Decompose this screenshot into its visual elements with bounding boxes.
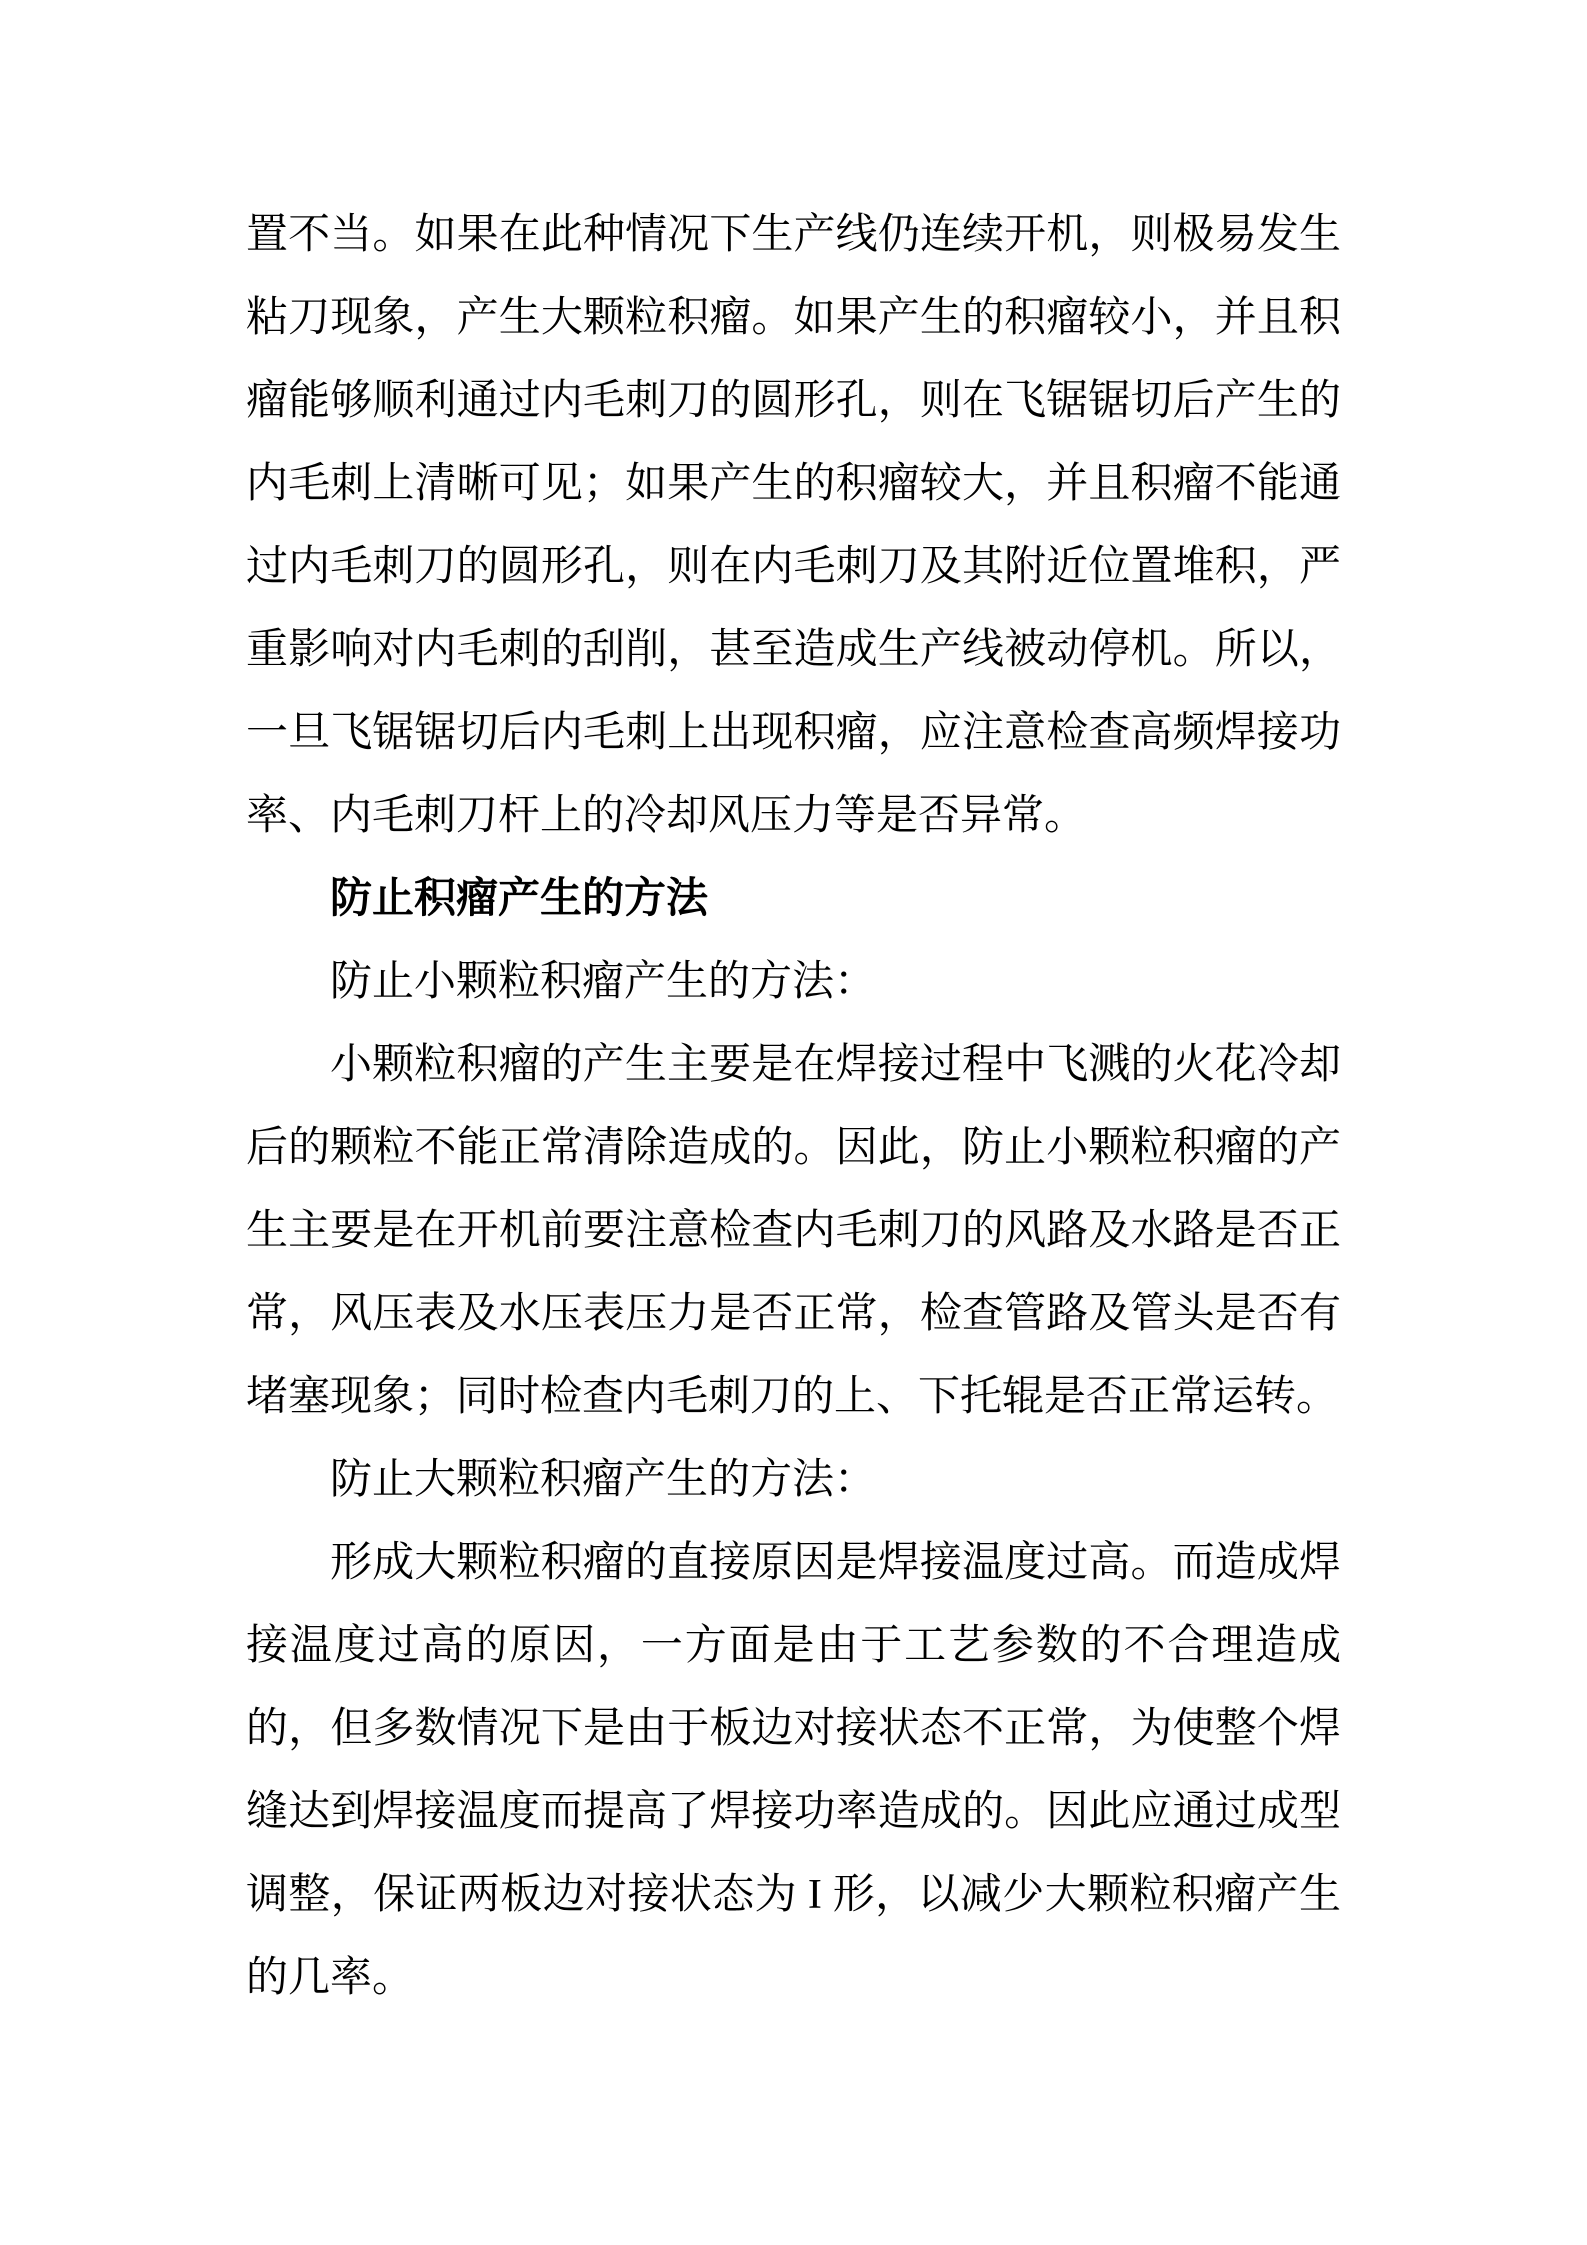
heading-prevention-methods: 防止积瘤产生的方法 — [330, 876, 709, 922]
paragraph-large-particle-method: 形成大颗粒积瘤的直接原因是焊接温度过高。而造成焊接温度过高的原因，一方面是由于工艺参数的不合理造成的，但多数情况下是由于板边对接状态不正常，为使整个焊缝达到焊接温度而提高了焊接功率造成的。因此应通过成型调整，保证两板边对接状态为 I 形，以减少大颗粒积瘤产生的几率。 — [246, 1540, 1341, 2001]
paragraph-continuation: 置不当。如果在此种情况下生产线仍连续开机，则极易发生粘刀现象，产生大颗粒积瘤。如果产生的积瘤较小，并且积瘤能够顺利通过内毛刺刀的圆形孔，则在飞锯锯切后产生的内毛刺上清晰可见；如果产生的积瘤较大，并且积瘤不能通过内毛刺刀的圆形孔，则在内毛刺刀及其附近位置堆积，严重影响对内毛刺的刮削，甚至造成生产线被动停机。所以，一旦飞锯锯切后内毛刺上出现积瘤，应注意检查高频焊接功率、内毛刺刀杆上的冷却风压力等是否异常。 — [246, 212, 1341, 839]
text-block — [246, 194, 1341, 2020]
subheading-large-particle-method: 防止大颗粒积瘤产生的方法： — [330, 1457, 877, 1503]
paragraph-small-particle-method: 小颗粒积瘤的产生主要是在焊接过程中飞溅的火花冷却后的颗粒不能正常清除造成的。因此，防止小颗粒积瘤的产生主要是在开机前要注意检查内毛刺刀的风路及水路是否正常，风压表及水压表压力是否正常，检查管路及管头是否有堵塞现象；同时检查内毛刺刀的上、下托辊是否正常运转。 — [246, 1042, 1341, 1420]
subheading-small-particle-method: 防止小颗粒积瘤产生的方法： — [330, 959, 877, 1005]
